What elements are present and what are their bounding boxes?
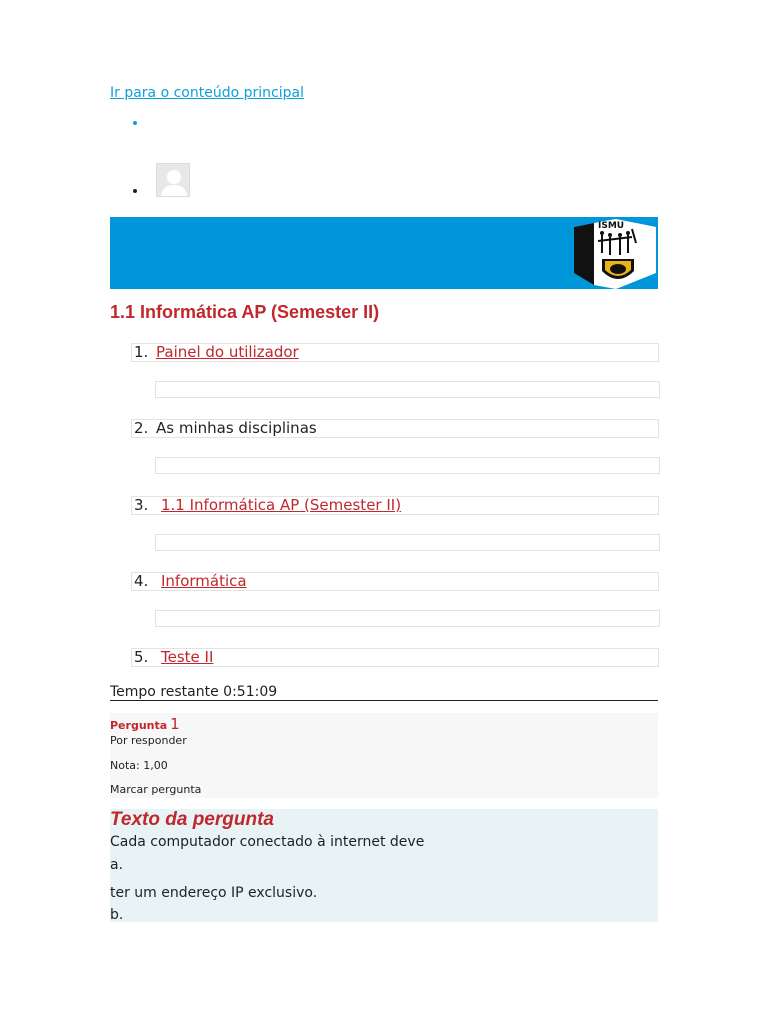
flag-question-link[interactable]: Marcar pergunta xyxy=(110,783,202,796)
question-label: Pergunta xyxy=(110,719,168,732)
question-text: Cada computador conectado à internet deve xyxy=(110,834,425,850)
question-number-heading xyxy=(110,715,180,733)
breadcrumb-separator xyxy=(155,381,660,398)
breadcrumb-separator xyxy=(155,610,660,627)
breadcrumb-link[interactable]: Informática xyxy=(161,572,247,590)
breadcrumb-link[interactable]: Painel do utilizador xyxy=(156,343,299,361)
breadcrumb-item-section[interactable] xyxy=(131,572,659,591)
answer-option-a-letter[interactable]: a. xyxy=(110,857,124,873)
breadcrumb-number: 1. xyxy=(134,343,149,361)
breadcrumb-number: 3. xyxy=(134,496,149,514)
breadcrumb-separator xyxy=(155,534,660,551)
skip-to-content-link[interactable]: Ir para o conteúdo principal xyxy=(110,85,304,101)
logo-text: ISMU xyxy=(598,221,625,231)
breadcrumb-item-my-courses xyxy=(131,419,659,438)
question-info xyxy=(110,713,658,798)
question-text-heading: Texto da pergunta xyxy=(110,809,274,830)
ismu-logo[interactable] xyxy=(572,219,658,289)
question-content xyxy=(110,809,658,922)
course-title: 1.1 Informática AP (Semester II) xyxy=(110,302,380,322)
breadcrumb-number: 2. xyxy=(134,419,149,437)
breadcrumb-item-course[interactable] xyxy=(131,496,659,515)
user-avatar-icon[interactable] xyxy=(156,163,190,197)
breadcrumb-text: As minhas disciplinas xyxy=(156,419,317,437)
question-state: Por responder xyxy=(110,734,187,747)
breadcrumb-item-dashboard[interactable] xyxy=(131,343,659,362)
breadcrumb-item-quiz[interactable] xyxy=(131,648,659,667)
answer-option-a-text[interactable]: ter um endereço IP exclusivo. xyxy=(110,885,318,901)
breadcrumb-number: 5. xyxy=(134,648,149,666)
answer-option-b-letter[interactable]: b. xyxy=(110,907,124,923)
breadcrumb-number: 4. xyxy=(134,572,149,590)
question-number: 1 xyxy=(170,715,180,733)
nav-bullet-icon xyxy=(133,121,137,125)
breadcrumb-separator xyxy=(155,457,660,474)
question-grade: Nota: 1,00 xyxy=(110,759,168,772)
nav-bullet-icon xyxy=(133,189,137,193)
breadcrumb-link[interactable]: Teste II xyxy=(161,648,214,666)
quiz-timer: Tempo restante 0:51:09 xyxy=(110,684,658,701)
breadcrumb-link[interactable]: 1.1 Informática AP (Semester II) xyxy=(161,496,402,514)
